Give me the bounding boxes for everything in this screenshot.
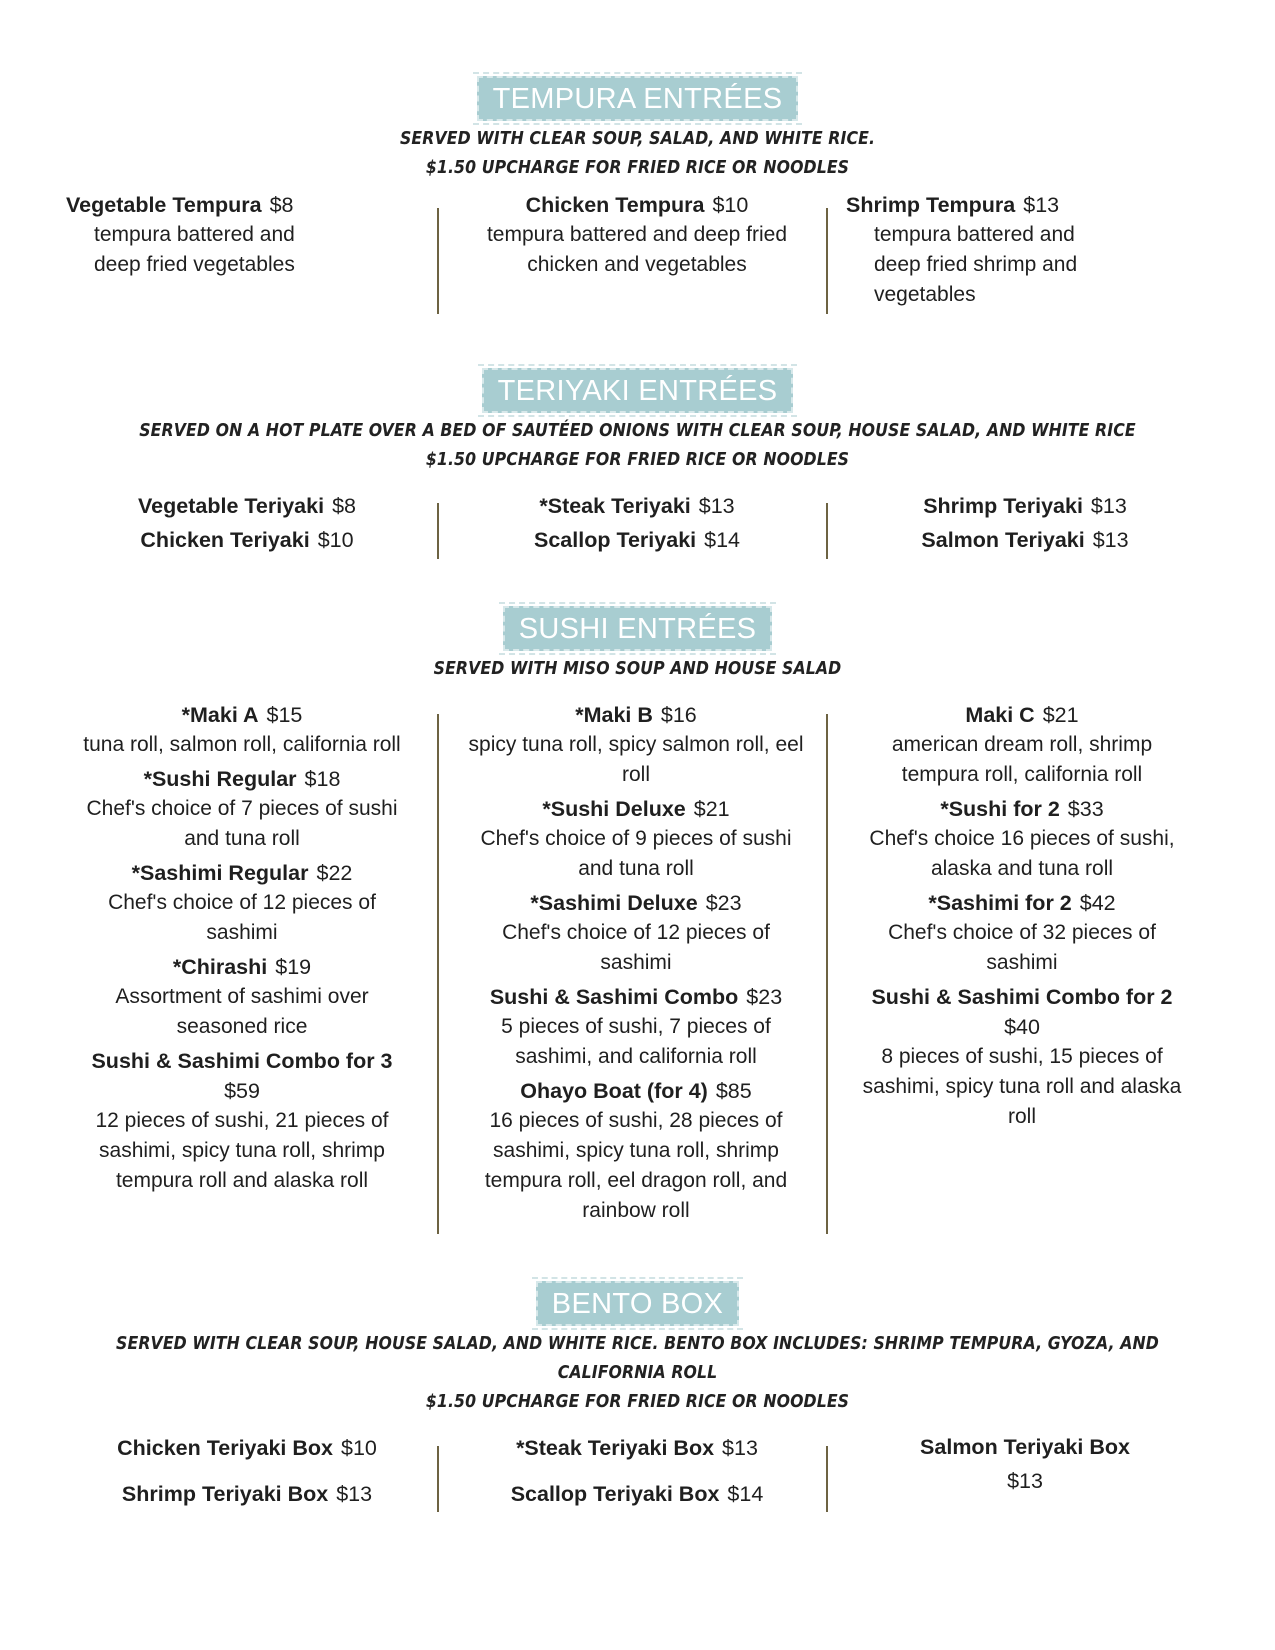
item-description: Assortment of sashimi over seasoned rice [115, 985, 369, 1038]
item-price: $15 [266, 703, 303, 727]
item-description: 12 pieces of sushi, 21 pieces of sashimi, spicy tuna roll, shrimp tempura roll and alaska roll [95, 1109, 389, 1192]
item-name: Chicken Tempura [525, 193, 705, 217]
menu-item [72, 858, 412, 948]
item-price: $14 [704, 528, 740, 552]
item-price: $10 [341, 1436, 377, 1460]
item-description: tuna roll, salmon roll, california roll [83, 733, 401, 756]
item-price: $8 [332, 494, 356, 518]
item-description: Chef's choice of 7 pieces of sushi and tuna roll [86, 797, 398, 850]
menu-item [66, 190, 406, 280]
tempura-title: TEMPURA ENTRÉES [477, 76, 799, 121]
item-price: $13 [1007, 1469, 1043, 1493]
menu-item [452, 1476, 822, 1512]
item-price: $8 [269, 193, 294, 217]
column-divider [826, 714, 828, 1234]
item-name: Maki C [965, 703, 1035, 727]
item-description: 8 pieces of sushi, 15 pieces of sashimi, spicy tuna roll and alaska roll [862, 1045, 1182, 1128]
item-name: *Sashimi for 2 [928, 891, 1072, 915]
item-description: tempura battered and [874, 223, 1075, 246]
item-price: $59 [224, 1079, 260, 1103]
menu-item [466, 982, 806, 1072]
item-description: spicy tuna roll, spicy salmon roll, eel roll [468, 733, 804, 786]
item-name: Scallop Teriyaki Box [510, 1482, 720, 1506]
item-description: 16 pieces of sushi, 28 pieces of sashimi, spicy tuna roll, shrimp tempura roll, eel dragon roll, and rainbow roll [484, 1109, 788, 1222]
menu-item [846, 190, 1186, 310]
item-name: Salmon Teriyaki Box [920, 1435, 1130, 1459]
item-name: Vegetable Tempura [66, 193, 262, 217]
item-name: Scallop Teriyaki [534, 528, 697, 552]
item-description: deep fried vegetables [94, 253, 295, 276]
menu-item [852, 700, 1192, 790]
item-description: chicken and vegetables [527, 253, 747, 276]
item-description: 5 pieces of sushi, 7 pieces of sashimi, and california roll [501, 1015, 771, 1068]
menu-item [62, 489, 432, 523]
tempura-section [0, 76, 1275, 183]
menu-item [72, 952, 412, 1042]
sushi-subtitle: SERVED WITH MISO SOUP AND HOUSE SALAD [433, 659, 842, 679]
item-name: Shrimp Teriyaki [923, 494, 1083, 518]
item-description: Chef's choice of 9 pieces of sushi and tuna roll [480, 827, 792, 880]
item-price: $22 [316, 861, 353, 885]
item-name: Sushi & Sashimi Combo for 3 [91, 1049, 393, 1073]
bento-subtitle: SERVED WITH CLEAR SOUP, HOUSE SALAD, AND WHITE RICE. BENTO BOX INCLUDES: SHRIMP TEMPURA, GYOZA, AND [116, 1334, 1159, 1354]
item-price: $18 [304, 767, 341, 791]
bento-subtitle-cont: CALIFORNIA ROLL [557, 1363, 718, 1383]
item-price: $16 [660, 703, 697, 727]
item-price: $14 [727, 1482, 764, 1506]
item-price: $13 [336, 1482, 373, 1506]
item-price: $13 [1023, 193, 1060, 217]
menu-item [452, 489, 822, 523]
menu-item [840, 523, 1210, 557]
item-name: Shrimp Tempura [846, 193, 1016, 217]
menu-item [72, 700, 412, 760]
column-divider [437, 714, 439, 1234]
item-name: Chicken Teriyaki [140, 528, 310, 552]
item-description: Chef's choice 16 pieces of sushi, alaska and tuna roll [869, 827, 1175, 880]
item-name: Vegetable Teriyaki [138, 494, 325, 518]
item-name: *Sashimi Deluxe [530, 891, 698, 915]
menu-item [62, 1430, 432, 1466]
teriyaki-subtitle: SERVED ON A HOT PLATE OVER A BED OF SAUTÉED ONIONS WITH CLEAR SOUP, HOUSE SALAD, AND WHITE RICE [139, 421, 1136, 441]
item-description: american dream roll, shrimp tempura roll, california roll [891, 733, 1153, 786]
item-name: Ohayo Boat (for 4) [520, 1079, 708, 1103]
tempura-subtitle: SERVED WITH CLEAR SOUP, SALAD, AND WHITE RICE. [399, 129, 876, 149]
item-description: tempura battered and [94, 223, 295, 246]
item-price: $23 [746, 985, 783, 1009]
item-name: *Sashimi Regular [131, 861, 309, 885]
menu-item [840, 1430, 1210, 1498]
item-name: *Sushi Deluxe [542, 797, 686, 821]
sushi-title: SUSHI ENTRÉES [503, 606, 773, 651]
tempura-upcharge: $1.50 UPCHARGE FOR FRIED RICE OR NOODLES [425, 158, 850, 178]
menu-item [852, 982, 1192, 1132]
item-description: Chef's choice of 12 pieces of sashimi [502, 921, 770, 974]
item-name: *Sushi Regular [143, 767, 297, 791]
item-description: Chef's choice of 32 pieces of sashimi [888, 921, 1156, 974]
menu-item [72, 764, 412, 854]
item-price: $19 [275, 955, 312, 979]
menu-item [62, 1476, 432, 1512]
bento-section [0, 1281, 1275, 1417]
item-description: vegetables [874, 283, 976, 306]
item-name: Sushi & Sashimi Combo [489, 985, 739, 1009]
item-price: $42 [1079, 891, 1116, 915]
item-price: $13 [1092, 528, 1129, 552]
item-name: Salmon Teriyaki [921, 528, 1085, 552]
column-divider [437, 503, 439, 559]
item-price: $21 [1042, 703, 1079, 727]
column-divider [826, 208, 828, 314]
item-name: Shrimp Teriyaki Box [121, 1482, 329, 1506]
item-price: $13 [722, 1436, 758, 1460]
item-name: *Maki B [575, 703, 653, 727]
menu-item [852, 794, 1192, 884]
item-price: $85 [715, 1079, 752, 1103]
column-divider [437, 208, 439, 314]
teriyaki-title: TERIYAKI ENTRÉES [482, 368, 794, 413]
item-description: Chef's choice of 12 pieces of sashimi [108, 891, 376, 944]
item-name: Sushi & Sashimi Combo for 2 [871, 985, 1173, 1009]
menu-item [466, 700, 806, 790]
item-price: $13 [1090, 494, 1127, 518]
item-description: deep fried shrimp and [874, 253, 1078, 276]
teriyaki-section [0, 368, 1275, 475]
item-name: *Steak Teriyaki Box [516, 1436, 715, 1460]
item-price: $23 [705, 891, 742, 915]
menu-item [840, 489, 1210, 523]
menu-item [466, 1076, 806, 1226]
bento-title: BENTO BOX [536, 1281, 739, 1326]
menu-item [452, 1430, 822, 1466]
item-price: $33 [1067, 797, 1104, 821]
item-name: *Sushi for 2 [940, 797, 1060, 821]
item-price: $40 [1004, 1015, 1040, 1039]
menu-item [452, 190, 822, 280]
item-price: $21 [693, 797, 730, 821]
column-divider [826, 1446, 828, 1512]
item-price: $10 [317, 528, 354, 552]
column-divider [826, 503, 828, 559]
teriyaki-upcharge: $1.50 UPCHARGE FOR FRIED RICE OR NOODLES [425, 450, 850, 470]
menu-item [466, 794, 806, 884]
menu-item [72, 1046, 412, 1196]
menu-item [852, 888, 1192, 978]
item-name: *Maki A [181, 703, 259, 727]
item-name: Chicken Teriyaki Box [117, 1436, 333, 1460]
item-name: *Chirashi [172, 955, 268, 979]
item-description: tempura battered and deep fried [486, 223, 788, 246]
menu-item [62, 523, 432, 557]
bento-upcharge: $1.50 UPCHARGE FOR FRIED RICE OR NOODLES [425, 1392, 850, 1412]
menu-item [452, 523, 822, 557]
item-price: $13 [698, 494, 735, 518]
column-divider [437, 1446, 439, 1512]
menu-item [466, 888, 806, 978]
sushi-section [0, 606, 1275, 684]
item-name: *Steak Teriyaki [539, 494, 691, 518]
item-price: $10 [712, 193, 749, 217]
